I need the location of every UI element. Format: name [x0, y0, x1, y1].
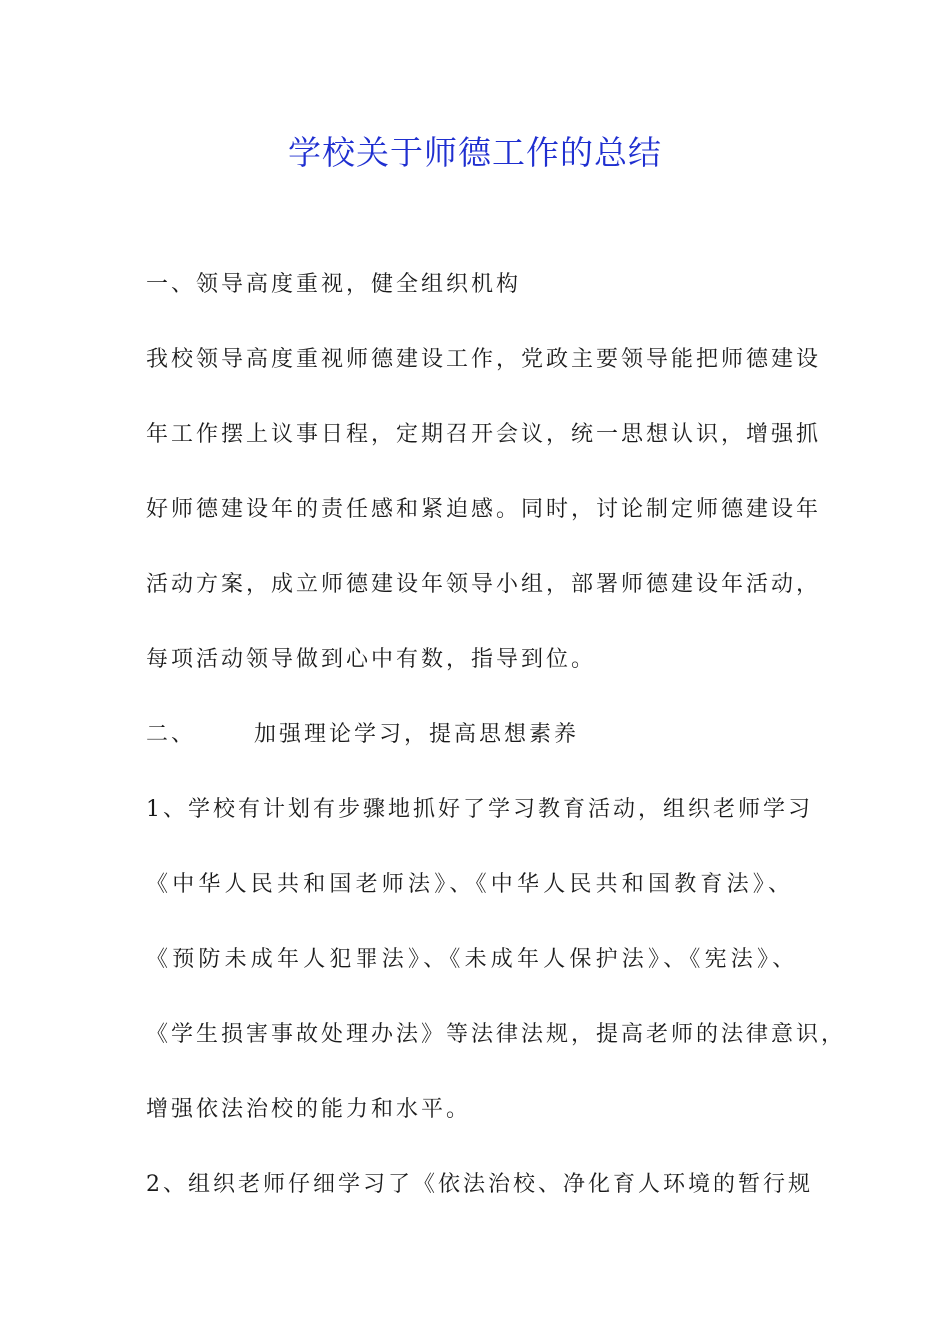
- document-body: [146, 263, 847, 1238]
- paragraph-line: 《预防未成年人犯罪法》、《未成年人保护法》、《宪法》、: [146, 947, 799, 972]
- paragraph-line: 好师德建设年的责任感和紧迫感。同时，讨论制定师德建设年: [146, 497, 822, 522]
- paragraph-line: 每项活动领导做到心中有数，指导到位。: [146, 647, 597, 672]
- section-two-number: 二、: [146, 722, 197, 747]
- paragraph-line: 增强依法治校的能力和水平。: [146, 1097, 472, 1122]
- section-heading-two: [146, 713, 836, 788]
- section-heading-one: 一、领导高度重视，健全组织机构: [146, 272, 522, 297]
- paragraph-line: 《学生损害事故处理办法》等法律法规，提高老师的法律意识，: [146, 1022, 847, 1047]
- paragraph-line: 《中华人民共和国老师法》、《中华人民共和国教育法》、: [146, 872, 795, 897]
- section-two-text: 加强理论学习，提高思想素养: [254, 722, 580, 747]
- document-title: 学校关于师德工作的总结: [288, 133, 662, 172]
- paragraph-line: 1、学校有计划有步骤地抓好了学习教育活动，组织老师学习: [146, 797, 813, 822]
- paragraph-line: 活动方案，成立师德建设年领导小组，部署师德建设年活动，: [146, 572, 822, 597]
- paragraph-line: 年工作摆上议事日程，定期召开会议，统一思想认识，增强抓: [146, 422, 822, 447]
- paragraph-line: 2、组织老师仔细学习了《依法治校、净化育人环境的暂行规: [146, 1172, 813, 1197]
- paragraph-line: 我校领导高度重视师德建设工作，党政主要领导能把师德建设: [146, 347, 822, 372]
